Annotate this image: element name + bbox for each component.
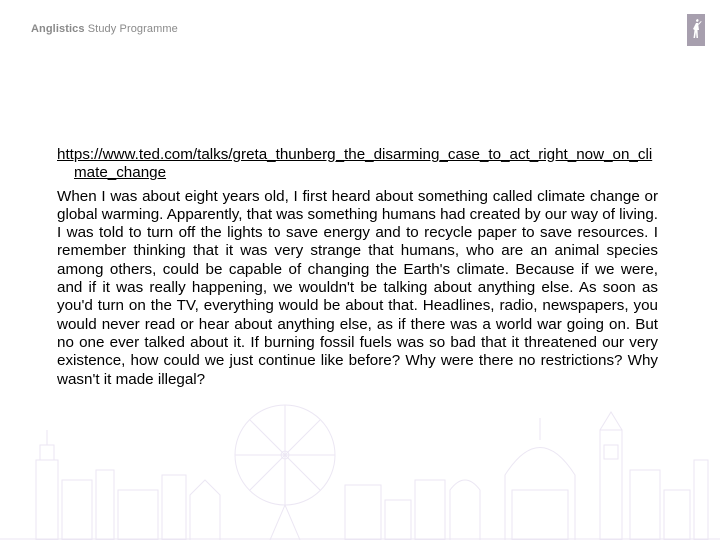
figure-logo-icon — [687, 14, 705, 46]
programme-subtitle: Study Programme — [87, 23, 178, 35]
ted-talk-link[interactable]: https://www.ted.com/talks/greta_thunberg_the_disarming_case_to_act_right_now_on_climate_change — [57, 146, 653, 182]
brand-name: Anglistics — [31, 23, 85, 35]
main-content — [57, 146, 658, 389]
header-title — [31, 23, 178, 35]
city-skyline-watermark — [0, 400, 720, 540]
speech-paragraph: When I was about eight years old, I first heard about something called climate change or global warming. Apparently, that was something humans had created by our way of living. I was told to turn off the lights to save energy and to recycle paper to save resources. I remember thinking that it was very strange that humans, who are an animal species among others, could be capable of changing the Earth's climate. Because if we were, and if it was really happening, we wouldn't be talking about anything else. As soon as you'd turn on the TV, everything would be about that. Headlines, radio, newspapers, you would never read or hear about anything else, as if there was a world war going on. But no one ever talked about it. If burning fossil fuels was so bad that it threatened our very existence, how could we just continue like before? Why were there no restrictions? Why wasn't it made illegal? — [57, 187, 658, 388]
